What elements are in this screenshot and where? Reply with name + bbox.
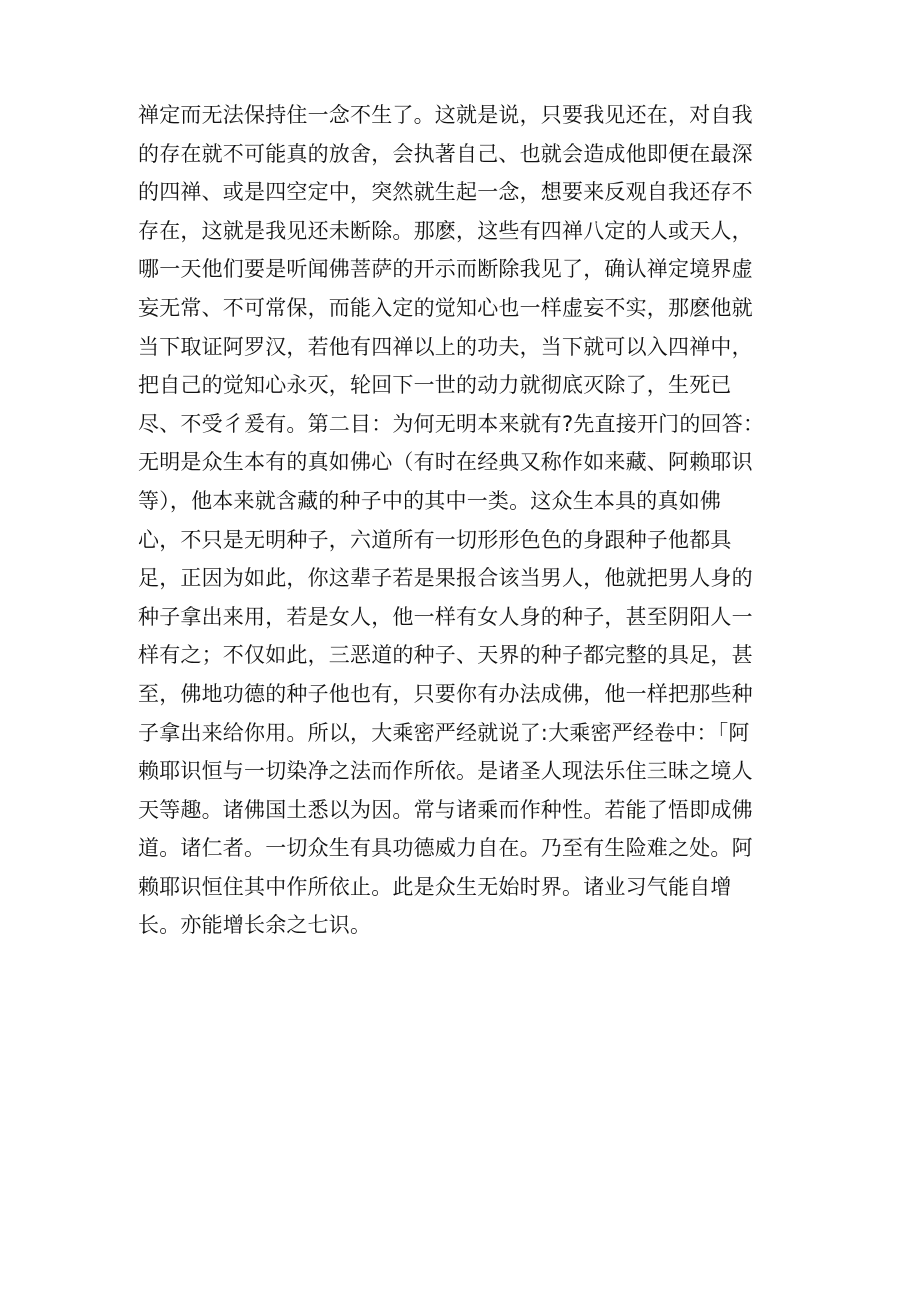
text-line: 禅定而无法保持住一念不生了。这就是说，只要我见还在，对自我: [138, 103, 753, 127]
text-line: 长。亦能增长余之七识。: [138, 913, 372, 938]
text-line: 心，不只是无明种子，六道所有一切形形色色的身跟种子他都具: [138, 527, 732, 552]
text-line: 赖耶识恒住其中作所依止。此是众生无始时界。诸业习气能自增: [138, 874, 732, 899]
text-line: 存在，这就是我见还未断除。那麽，这些有四禅八定的人或天人，: [138, 218, 753, 243]
text-line: 赖耶识恒与一切染净之法而作所依。是诸圣人现法乐住三昧之境人: [138, 759, 753, 784]
text-line: 至，佛地功德的种子他也有，只要你有办法成佛，他一样把那些种: [138, 681, 753, 706]
text-line: 无明是众生本有的真如佛心（有时在经典又称作如来藏、阿赖耶识: [138, 450, 753, 475]
text-line: 尽、不受彳爰有。第二目：为何无明本来就有?先直接开门的回答：: [138, 411, 765, 436]
body-text: [138, 96, 798, 945]
text-line: 道。诸仁者。一切众生有具功德威力自在。乃至有生险难之处。阿: [138, 836, 753, 861]
text-line: 等），他本来就含藏的种子中的其中一类。这众生本具的真如佛: [138, 488, 722, 513]
text-line: 把自己的觉知心永灭，轮回下一世的动力就彻底灭除了，生死已: [138, 373, 732, 398]
text-line: 的存在就不可能真的放舍，会执著自己、也就会造成他即便在最深: [138, 141, 753, 166]
text-line: 足，正因为如此，你这辈子若是果报合该当男人，他就把男人身的: [138, 566, 753, 591]
text-line: 妄无常、不可常保，而能入定的觉知心也一样虚妄不实，那麽他就: [138, 295, 753, 320]
text-line: 子拿出来给你用。所以，大乘密严经就说了:大乘密严经卷中：「阿: [138, 720, 750, 745]
text-line: 当下取证阿罗汉，若他有四禅以上的功夫，当下就可以入四禅中，: [138, 334, 753, 359]
text-line: 的四禅、或是四空定中，突然就生起一念，想要来反观自我还存不: [138, 180, 753, 205]
text-line: 天等趣。诸佛国土悉以为因。常与诸乘而作种性。若能了悟即成佛: [138, 797, 753, 822]
text-line: 哪一天他们要是听闻佛菩萨的开示而断除我见了，确认禅定境界虚: [138, 257, 753, 282]
text-line: 样有之；不仅如此，三恶道的种子、天界的种子都完整的具足，甚: [138, 643, 753, 668]
text-line: 种子拿出来用，若是女人，他一样有女人身的种子，甚至阴阳人一: [138, 604, 753, 629]
